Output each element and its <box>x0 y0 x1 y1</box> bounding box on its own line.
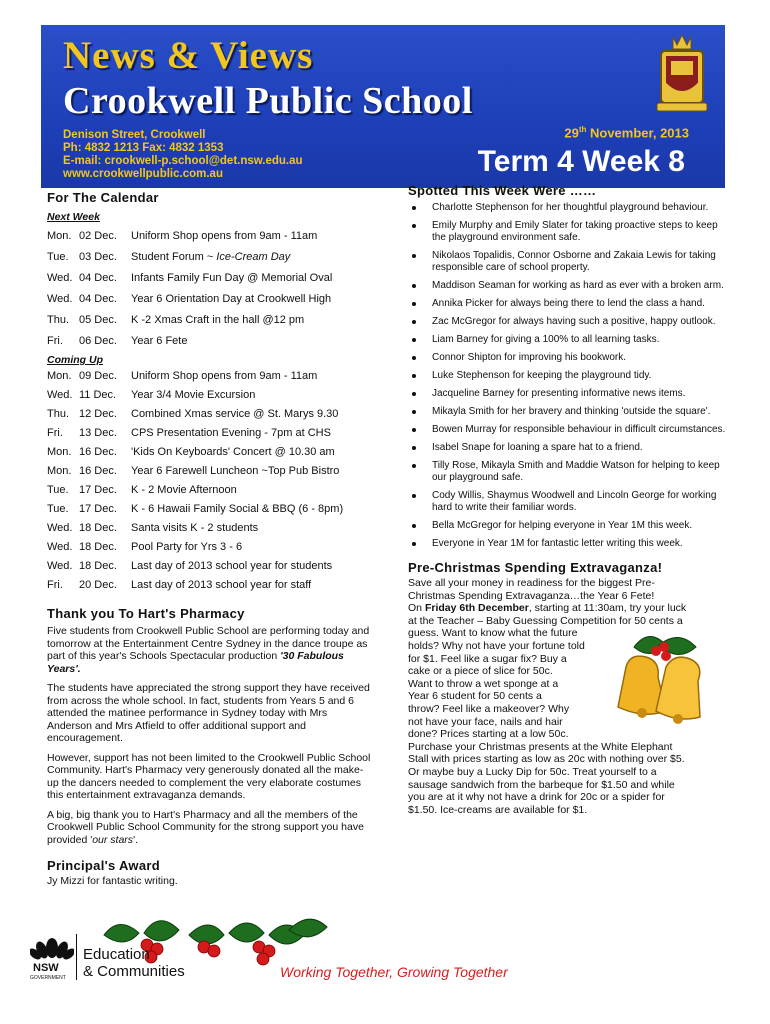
calendar-row <box>47 575 372 594</box>
spotted-item-text: Everyone in Year 1M for fantastic letter writing this week. <box>432 538 683 549</box>
term-week: Term 4 Week 8 <box>477 145 685 178</box>
calendar-row <box>47 309 372 330</box>
calendar-row <box>47 404 372 423</box>
calendar-event-text: K -2 Xmas Craft in the hall @12 pm <box>131 313 305 326</box>
calendar-event-text: Combined Xmas service @ St. Marys 9.30 <box>131 407 339 420</box>
government-text: GOVERNMENT <box>30 975 66 981</box>
xmas-line: Save all your money in readiness for the biggest Pre- <box>408 577 655 589</box>
xmas-line-part: , starting at 11:30am, try your luck <box>528 602 687 615</box>
spotted-item-text: Maddison Seaman for working as hard as ever with a broken arm. <box>432 280 724 291</box>
spotted-item <box>408 298 726 310</box>
calendar-event-text: Uniform Shop opens from 9am - 11am <box>131 369 318 382</box>
xmas-line: Year 6 student for 50 cents a <box>408 690 542 703</box>
award-text: Jy Mizzi for fantastic writing. <box>47 875 178 887</box>
pharmacy-paragraph-4 <box>47 809 372 847</box>
calendar-event-text: Year 3/4 Movie Excursion <box>131 388 256 401</box>
calendar-day: Fri. <box>47 578 63 591</box>
calendar-date: 03 Dec. <box>79 250 117 263</box>
calendar-date: 05 Dec. <box>79 313 117 326</box>
calendar-day: Tue. <box>47 250 69 263</box>
calendar-day: Mon. <box>47 464 72 477</box>
christmas-bells-icon <box>604 627 724 747</box>
calendar-event <box>131 272 372 284</box>
calendar-event-text: Last day of 2013 school year for students <box>131 559 333 572</box>
spotted-item-text: Charlotte Stephenson for her thoughtful playground behaviour. <box>432 202 709 213</box>
our-stars-text: our stars <box>92 833 134 846</box>
spotted-item-text: Emily Murphy and Emily Slater for taking proactive steps to keep the playground environment safe. <box>432 220 718 243</box>
spotted-item-text: Isabel Snape for loaning a spare hat to a friend. <box>432 442 643 453</box>
calendar-row <box>47 499 372 518</box>
xmas-text <box>408 577 726 816</box>
spotted-item <box>408 280 726 292</box>
calendar-row <box>47 461 372 480</box>
spotted-item-text: Connor Shipton for improving his bookwork. <box>432 352 626 363</box>
spotted-item <box>408 388 726 400</box>
spotted-item-text: Bella McGregor for helping everyone in Year 1M this week. <box>432 520 693 531</box>
xmas-line <box>408 602 726 615</box>
bullet-icon <box>412 410 416 414</box>
calendar-row <box>47 366 372 385</box>
calendar-date: 17 Dec. <box>79 502 117 515</box>
calendar-row <box>47 442 372 461</box>
calendar-event <box>131 370 372 382</box>
xmas-line: sausage sandwich from the barbeque for $1.50 and while <box>408 778 675 791</box>
pharmacy-p4-text: A big, big thank you to Hart's Pharmacy and all the members of the Crookwell Public School Community for the strong support you have provided ' <box>47 808 364 846</box>
xmas-line: Stall with prices starting as low as 20c with nothing over $5. <box>408 753 685 766</box>
calendar-event <box>131 230 372 242</box>
calendar-event-text: Infants Family Fun Day @ Memorial Oval <box>131 271 333 284</box>
calendar-row <box>47 246 372 267</box>
xmas-line: throw? Feel like a makeover? Why <box>408 702 570 715</box>
bullet-icon <box>412 320 416 324</box>
calendar-day: Wed. <box>47 540 73 553</box>
calendar-event-text: 'Kids On Keyboards' Concert @ 10.30 am <box>131 445 335 458</box>
xmas-line-part: On <box>408 602 425 615</box>
calendar-day: Thu. <box>47 313 70 326</box>
calendar-date: 09 Dec. <box>79 369 117 382</box>
calendar-row <box>47 556 372 575</box>
calendar-event-text: Santa visits K - 2 students <box>131 521 259 534</box>
school-address: Denison Street, Crookwell <box>63 129 206 141</box>
calendar-day: Thu. <box>47 407 70 420</box>
calendar-row <box>47 423 372 442</box>
calendar-row <box>47 267 372 288</box>
bullet-icon <box>412 254 416 258</box>
xmas-heading: Pre-Christmas Spending Extravaganza! <box>408 560 663 575</box>
pharmacy-heading: Thank you To Hart's Pharmacy <box>47 606 245 621</box>
calendar-event-text: Year 6 Orientation Day at Crookwell High <box>131 292 332 305</box>
calendar-day: Wed. <box>47 521 73 534</box>
bullet-icon <box>412 428 416 432</box>
calendar-day: Fri. <box>47 334 63 347</box>
pharmacy-p1-text: Five students from Crookwell Public School are performing today and tomorrow at the Entertainment Centre Sydney in the dance troupe as part of this year's Schools Spectacular production <box>47 625 370 662</box>
xmas-line: cake or a piece of slice for 50c. <box>408 665 553 678</box>
spotted-item <box>408 250 726 274</box>
xmas-line: Christmas Spending Extravaganza…the Year 6 Fete! <box>408 589 655 602</box>
spotted-item-text: Zac McGregor for always having such a positive, happy outlook. <box>432 316 716 327</box>
calendar-day: Mon. <box>47 445 72 458</box>
calendar-day: Fri. <box>47 426 63 439</box>
waratah-icon <box>30 932 74 962</box>
calendar-event-text: K - 6 Hawaii Family Social & BBQ (6 - 8pm) <box>131 502 344 515</box>
pharmacy-p4-end: '. <box>133 833 138 846</box>
issue-date-suffix: th <box>578 125 587 134</box>
spotted-item <box>408 520 726 532</box>
spotted-item-text: Bowen Murray for responsible behaviour in difficult circumstances. <box>432 424 726 435</box>
school-contact <box>63 129 303 181</box>
calendar-event <box>131 408 372 420</box>
calendar-day: Mon. <box>47 369 72 382</box>
bullet-icon <box>412 206 416 210</box>
pharmacy-paragraph-2: The students have appreciated the strong support they have received from across the whole school. In fact, students from Years 5 and 6 attended the matinee performance in Sydney today with Mrs Anderson and Mrs Atfield to offer additional support and encouragement. <box>47 682 370 744</box>
school-email: E-mail: crookwell-p.school@det.nsw.edu.au <box>63 155 303 167</box>
calendar-event <box>131 314 372 326</box>
production-name: '30 Fabulous Years'. <box>47 650 344 675</box>
calendar-date: 16 Dec. <box>79 464 117 477</box>
spotted-item <box>408 220 726 244</box>
issue-date-day: 29 <box>564 125 579 141</box>
xmas-line: for $1. Feel like a sugar fix? Buy a <box>408 652 567 665</box>
xmas-line: at the Teacher – Baby Guessing Competition for 50 cents a <box>408 614 683 627</box>
xmas-line: holds? Why not have your fortune told <box>408 639 585 652</box>
calendar-day: Wed. <box>47 559 73 572</box>
calendar-date: 02 Dec. <box>79 229 117 242</box>
spotted-item <box>408 202 726 214</box>
masthead-banner <box>41 25 725 188</box>
calendar-event <box>131 389 372 401</box>
spotted-item-text: Annika Picker for always being there to lend the class a hand. <box>432 298 705 309</box>
spotted-item-text: Cody Willis, Shaymus Woodwell and Lincoln George for working hard to write their familiar words. <box>432 490 717 513</box>
xmas-line: Purchase your Christmas presents at the White Elephant <box>408 740 673 753</box>
bullet-icon <box>412 356 416 360</box>
newsletter-title: News & Views <box>63 34 314 77</box>
calendar-date: 12 Dec. <box>79 407 117 420</box>
school-website: www.crookwellpublic.com.au <box>63 168 223 180</box>
calendar-day: Tue. <box>47 502 69 515</box>
spotted-item <box>408 370 726 382</box>
issue-date <box>564 125 689 140</box>
bullet-icon <box>412 446 416 450</box>
right-column <box>408 183 726 816</box>
calendar-event-text: Last day of 2013 school year for staff <box>131 578 312 591</box>
school-name: Crookwell Public School <box>63 80 473 122</box>
calendar-day: Wed. <box>47 292 73 305</box>
bullet-icon <box>412 524 416 528</box>
department-name-2: & Communities <box>83 963 185 980</box>
spotted-item <box>408 334 726 346</box>
calendar-event-text: Uniform Shop opens from 9am - 11am <box>131 229 318 242</box>
bullet-icon <box>412 284 416 288</box>
pharmacy-paragraph-3: However, support has not been limited to the Crookwell Public School Community. Hart's Pharmacy very generously donated all the make-up the dancers needed to complement the very elaborate costumes this entertainment extravaganza demands. <box>47 751 371 801</box>
bullet-icon <box>412 542 416 546</box>
calendar-event-italic: Ice-Cream Day <box>216 250 291 263</box>
bullet-icon <box>412 464 416 468</box>
calendar-event <box>131 560 372 572</box>
calendar-event-text: Pool Party for Yrs 3 - 6 <box>131 540 243 553</box>
calendar-event <box>131 522 372 534</box>
calendar-event <box>131 541 372 553</box>
calendar-row <box>47 480 372 499</box>
spotted-heading: Spotted This Week Were …… <box>408 183 597 198</box>
calendar-row <box>47 385 372 404</box>
spotted-item <box>408 460 726 484</box>
next-week-list <box>47 225 372 351</box>
spotted-item-text: Tilly Rose, Mikayla Smith and Maddie Watson for helping to keep our playground safe. <box>432 460 720 483</box>
nsw-text: NSW <box>33 962 59 974</box>
calendar-event-text: Student Forum ~ <box>131 250 217 263</box>
spotted-item-text: Luke Stephenson for keeping the playground tidy. <box>432 370 652 381</box>
calendar-event <box>131 503 372 515</box>
calendar-date: 11 Dec. <box>79 388 117 401</box>
spotted-list <box>408 202 726 550</box>
calendar-date: 17 Dec. <box>79 483 117 496</box>
calendar-day: Wed. <box>47 271 73 284</box>
calendar-row <box>47 518 372 537</box>
next-week-label: Next Week <box>47 211 100 223</box>
xmas-line: $1.50. Ice-creams are available for $1. <box>408 803 588 816</box>
calendar-date: 16 Dec. <box>79 445 117 458</box>
logo-divider <box>76 934 77 980</box>
calendar-day: Mon. <box>47 229 72 242</box>
calendar-date: 18 Dec. <box>79 540 117 553</box>
calendar-row <box>47 225 372 246</box>
calendar-event-text: K - 2 Movie Afternoon <box>131 483 237 496</box>
spotted-item <box>408 352 726 364</box>
calendar-row <box>47 288 372 309</box>
spotted-item <box>408 316 726 328</box>
calendar-row <box>47 330 372 351</box>
calendar-day: Wed. <box>47 388 73 401</box>
calendar-event <box>131 293 372 305</box>
calendar-date: 18 Dec. <box>79 521 117 534</box>
department-name-1: Education <box>83 946 150 963</box>
spotted-item <box>408 442 726 454</box>
spotted-item <box>408 490 726 514</box>
calendar-event-text: CPS Presentation Evening - 7pm at CHS <box>131 426 331 439</box>
nsw-education-logo <box>28 932 208 982</box>
calendar-date: 20 Dec. <box>79 578 117 591</box>
xmas-line: guess. Want to know what the future <box>408 627 578 640</box>
calendar-date: 18 Dec. <box>79 559 117 572</box>
calendar-date: 13 Dec. <box>79 426 117 439</box>
calendar-date: 04 Dec. <box>79 292 117 305</box>
bullet-icon <box>412 302 416 306</box>
calendar-heading: For The Calendar <box>47 190 159 205</box>
spotted-item-text: Mikayla Smith for her bravery and thinking 'outside the square'. <box>432 406 711 417</box>
spotted-item <box>408 424 726 436</box>
calendar-event <box>131 427 372 439</box>
spotted-item-text: Liam Barney for giving a 100% to all learning tasks. <box>432 334 660 345</box>
calendar-date: 06 Dec. <box>79 334 117 347</box>
xmas-line: not have your face, nails and hair <box>408 715 563 728</box>
bullet-icon <box>412 494 416 498</box>
coming-up-label: Coming Up <box>47 354 103 366</box>
bullet-icon <box>412 338 416 342</box>
spotted-item-text: Jacqueline Barney for presenting informative news items. <box>432 388 686 399</box>
calendar-event-text: Year 6 Fete <box>131 334 188 347</box>
award-heading: Principal's Award <box>47 858 160 873</box>
coming-up-list <box>47 366 372 594</box>
pharmacy-paragraph-1 <box>47 625 372 675</box>
left-column <box>47 190 372 967</box>
bullet-icon <box>412 392 416 396</box>
xmas-line: you are at it why not have a drink for 20c or a spider for <box>408 791 665 804</box>
calendar-event <box>131 579 372 591</box>
bullet-icon <box>412 374 416 378</box>
issue-date-rest: November, 2013 <box>586 125 689 141</box>
bullet-icon <box>412 224 416 228</box>
spotted-item <box>408 406 726 418</box>
fete-date: Friday 6th December <box>424 602 529 615</box>
calendar-day: Tue. <box>47 483 69 496</box>
school-crest-icon <box>653 31 711 119</box>
calendar-date: 04 Dec. <box>79 271 117 284</box>
calendar-event <box>131 465 372 477</box>
calendar-event <box>131 335 372 347</box>
spotted-item <box>408 538 726 550</box>
xmas-line: Or maybe buy a Lucky Dip for 50c. Treat yourself to a <box>408 765 657 778</box>
calendar-event <box>131 446 372 458</box>
calendar-event <box>131 251 372 263</box>
calendar-event <box>131 484 372 496</box>
calendar-event-text: Year 6 Farewell Luncheon ~Top Pub Bistro <box>131 464 340 477</box>
calendar-row <box>47 537 372 556</box>
xmas-line: Want to throw a wet sponge at a <box>408 677 559 690</box>
spotted-item-text: Nikolaos Topalidis, Connor Osborne and Zakaia Lewis for taking responsible care of school property. <box>432 250 716 273</box>
school-tagline: Working Together, Growing Together <box>280 964 508 980</box>
school-phone: Ph: 4832 1213 Fax: 4832 1353 <box>63 142 224 154</box>
xmas-line: done? Prices starting at a low 50c. <box>408 728 569 741</box>
